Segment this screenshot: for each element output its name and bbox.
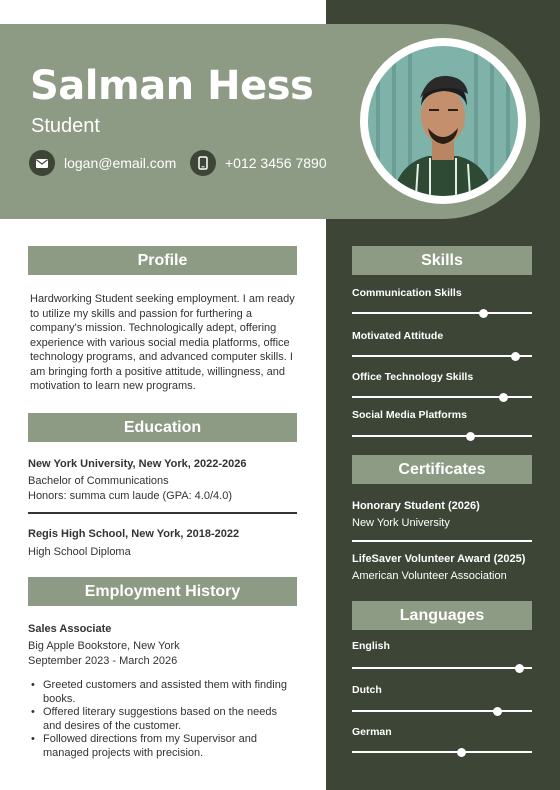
- language-label: English: [352, 640, 390, 652]
- skills-heading: Skills: [352, 246, 532, 275]
- list-item: • Offered literary suggestions based on the needs and desires of the customer.: [28, 706, 297, 733]
- email-contact[interactable]: [29, 150, 176, 176]
- profile-line: to utilize my skills and passion for furthering a: [30, 307, 252, 320]
- skill-bar: [352, 396, 532, 398]
- duties-list: [28, 679, 297, 760]
- education-heading: Education: [28, 413, 297, 442]
- education-school: New York University, New York, 2022-2026: [28, 458, 247, 470]
- language-level-dot: [493, 707, 502, 716]
- language-level-dot: [515, 664, 524, 673]
- skill-bar: [352, 355, 532, 357]
- job-title: Sales Associate: [28, 623, 112, 635]
- certificate-name: LifeSaver Volunteer Award (2025): [352, 553, 526, 565]
- list-item: • Followed directions from my Supervisor and managed projects with precision.: [28, 733, 297, 760]
- skill-bar: [352, 435, 532, 437]
- skill-level-dot: [511, 352, 520, 361]
- profile-line: experience with various social media platforms, office: [30, 336, 290, 349]
- phone-text: +012 3456 7890: [225, 155, 327, 171]
- skill-level-dot: [479, 309, 488, 318]
- profile-photo-frame: [360, 38, 526, 204]
- skill-level-dot: [466, 432, 475, 441]
- skill-label: Motivated Attitude: [352, 330, 444, 342]
- email-text: logan@email.com: [64, 155, 177, 171]
- language-label: German: [352, 726, 392, 738]
- candidate-name: Salman Hess: [30, 63, 314, 109]
- profile-line: am bringing forth a positive attitude, willingness, and: [30, 365, 285, 378]
- skill-label: Social Media Platforms: [352, 409, 467, 421]
- smartphone-icon: [190, 150, 216, 176]
- language-bar: [352, 751, 532, 753]
- employment-heading: Employment History: [28, 577, 297, 606]
- profile-summary: [30, 292, 300, 394]
- certificate-divider: [352, 540, 532, 542]
- education-school: Regis High School, New York, 2018-2022: [28, 528, 240, 540]
- language-level-dot: [457, 748, 466, 757]
- profile-heading: Profile: [28, 246, 297, 275]
- profile-line: company's mission. Technologically adept, offering: [30, 322, 277, 334]
- language-label: Dutch: [352, 684, 382, 696]
- languages-heading: Languages: [352, 601, 532, 630]
- certificate-issuer: American Volunteer Association: [352, 570, 507, 582]
- language-bar: [352, 710, 532, 712]
- profile-photo: [368, 46, 518, 196]
- education-detail: [28, 545, 131, 560]
- education-divider: [28, 512, 297, 514]
- certificates-heading: Certificates: [352, 455, 532, 484]
- language-bar: [352, 667, 532, 669]
- profile-line: Hardworking Student seeking employment. I am ready: [30, 293, 295, 305]
- list-item: • Greeted customers and assisted them with finding books.: [28, 679, 297, 706]
- skill-level-dot: [499, 393, 508, 402]
- envelope-icon: [29, 150, 55, 176]
- diploma-text: High School Diploma: [28, 546, 131, 558]
- profile-line: technology programs, and advanced computer skills. I: [30, 351, 293, 363]
- profile-line: motivation to learn new programs.: [30, 380, 196, 392]
- job-detail: [28, 639, 180, 668]
- company-text: Big Apple Bookstore, New York: [28, 640, 180, 652]
- skill-bar: [352, 312, 532, 314]
- education-detail: [28, 474, 232, 503]
- dates-text: September 2023 - March 2026: [28, 654, 178, 667]
- certificate-name: Honorary Student (2026): [352, 500, 480, 512]
- skill-label: Office Technology Skills: [352, 371, 474, 383]
- certificate-issuer: New York University: [352, 517, 450, 529]
- phone-contact[interactable]: [190, 150, 327, 176]
- skill-label: Communication Skills: [352, 287, 462, 299]
- honors-text: Honors: summa cum laude (GPA: 4.0/4.0): [28, 489, 232, 502]
- candidate-role: Student: [31, 115, 100, 137]
- degree-text: Bachelor of Communications: [28, 475, 169, 487]
